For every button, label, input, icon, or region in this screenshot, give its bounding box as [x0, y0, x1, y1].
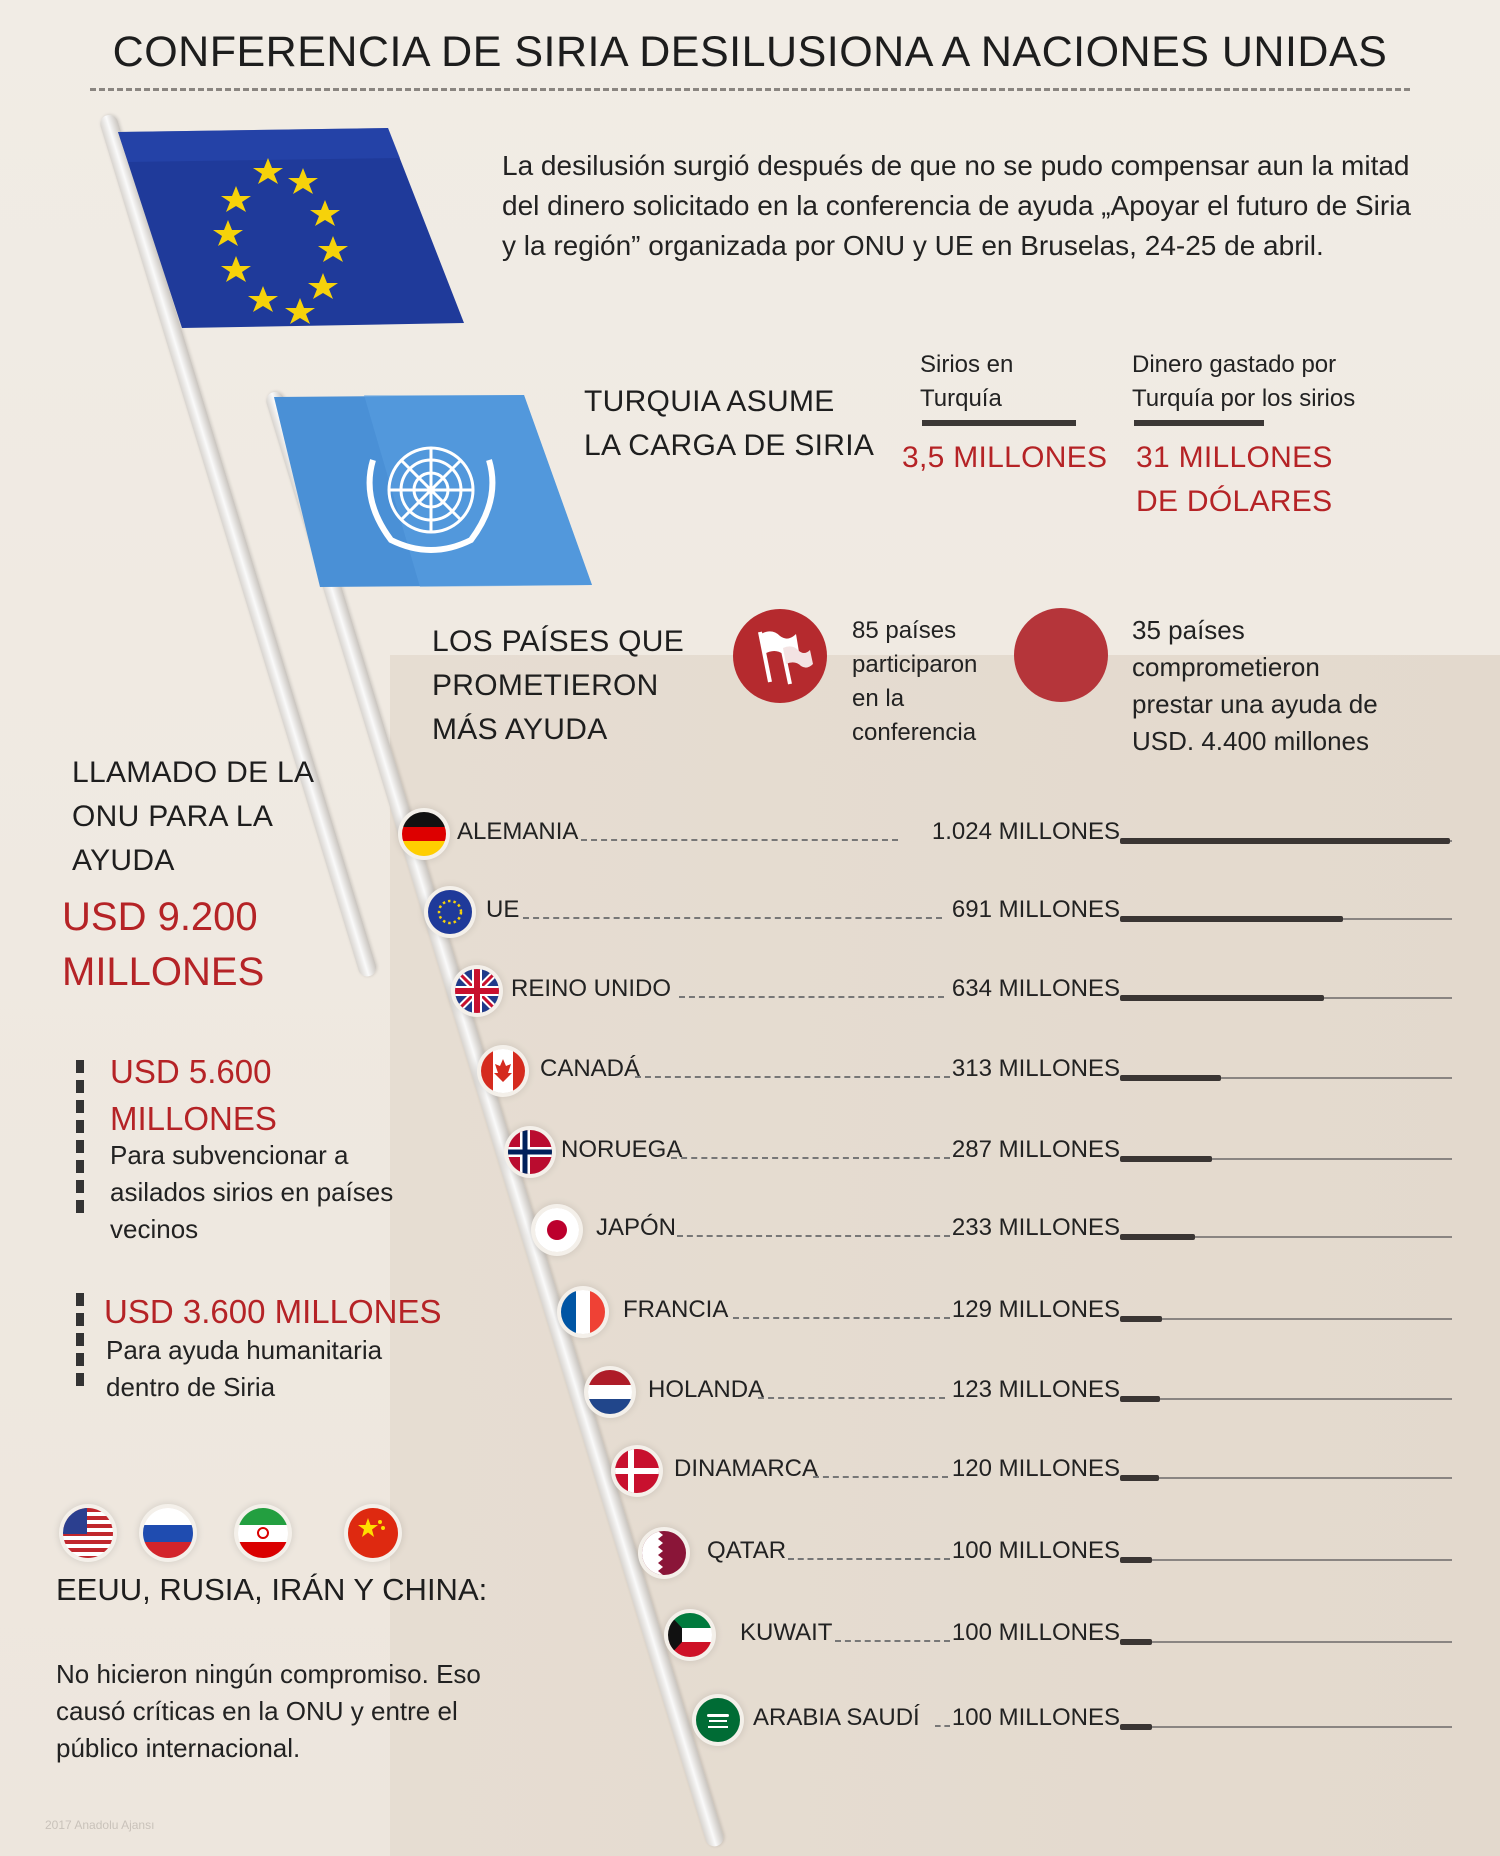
turkey-heading: TURQUIA ASUME LA CARGA DE SIRIA — [584, 385, 875, 462]
bar-category-label: NORUEGA — [561, 1136, 683, 1163]
bar-fill — [1120, 1557, 1152, 1563]
un-call-heading: LLAMADO DE LA ONU PARA LA AYUDA — [72, 756, 315, 877]
bar-track — [1120, 1318, 1452, 1320]
bar-fill — [1120, 916, 1343, 922]
bar-category-label: DINAMARCA — [674, 1455, 819, 1482]
eu-flag-icon — [118, 128, 468, 333]
bar-category-label: REINO UNIDO — [511, 975, 672, 1002]
china-flag-icon — [348, 1508, 398, 1558]
bar-value-label: 129 MILLONES — [951, 1296, 1120, 1323]
pledgers-dot-icon — [1014, 608, 1108, 702]
netherlands-flag-icon — [588, 1370, 632, 1414]
bar-category-label: CANADÁ — [540, 1055, 641, 1082]
participant-flags-icon — [732, 608, 828, 704]
bar-category-label: FRANCIA — [623, 1296, 729, 1323]
bar-category-label: KUWAIT — [740, 1619, 833, 1646]
bar-fill — [1120, 1075, 1221, 1081]
bar-value-label: 1.024 MILLONES — [931, 818, 1120, 845]
bar-track — [1120, 1559, 1452, 1561]
bar-leader-line — [677, 1235, 951, 1237]
russia-flag-icon — [143, 1508, 193, 1558]
bar-fill — [1120, 1316, 1162, 1322]
part2-marker — [76, 1293, 84, 1393]
bar-fill — [1120, 838, 1450, 844]
bar-fill — [1120, 995, 1324, 1001]
title-divider — [90, 88, 1410, 91]
page-title: CONFERENCIA DE SIRIA DESILUSIONA A NACIONES UNIDAS — [112, 28, 1388, 76]
qatar-flag-icon — [642, 1531, 686, 1575]
bar-fill — [1120, 1156, 1212, 1162]
bar-leader-line — [813, 1476, 949, 1478]
money-stat-rule — [1134, 420, 1264, 426]
pledgers-text: 35 países comprometieron prestar una ayuda de USD. 4.400 millones — [1132, 615, 1378, 756]
part2-amount: USD 3.600 MILLONES — [104, 1293, 442, 1330]
canada-flag-icon — [481, 1049, 525, 1093]
syrians-stat-rule — [922, 420, 1076, 426]
uk-flag-icon — [455, 969, 499, 1013]
bar-fill — [1120, 1724, 1152, 1730]
pledges-heading: LOS PAÍSES QUE PROMETIERON MÁS AYUDA — [432, 625, 685, 746]
non-pledgers-text: No hicieron ningún compromiso. Eso causó críticas en la ONU y entre el público internacional. — [56, 1659, 481, 1763]
germany-flag-icon — [402, 812, 446, 856]
part1-description: Para subvencionar a asilados sirios en países vecinos — [110, 1140, 394, 1244]
usa-flag-icon — [63, 1508, 113, 1558]
bar-value-label: 313 MILLONES — [951, 1055, 1120, 1082]
bar-value-label: 100 MILLONES — [951, 1537, 1120, 1564]
credit: 2017 Anadolu Ajansı — [45, 1818, 155, 1832]
bar-fill — [1120, 1396, 1160, 1402]
bar-value-label: 287 MILLONES — [951, 1136, 1120, 1163]
un-flag-icon — [274, 395, 594, 590]
bar-leader-line — [635, 1076, 950, 1078]
un-call-total: USD 9.200 MILLONES — [62, 895, 265, 994]
bar-value-label: 120 MILLONES — [951, 1455, 1120, 1482]
bar-fill — [1120, 1234, 1195, 1240]
bar-leader-line — [679, 996, 945, 998]
non-pledgers-heading: EEUU, RUSIA, IRÁN Y CHINA: — [56, 1572, 488, 1607]
bar-track — [1120, 1477, 1452, 1479]
bar-leader-line — [758, 1397, 946, 1399]
participants-text: 85 países participaron en la conferencia — [852, 617, 978, 746]
money-spent-value: 31 MILLONES DE DÓLARES — [1136, 441, 1333, 518]
part1-marker — [76, 1060, 84, 1220]
bar-leader-line — [788, 1558, 951, 1560]
money-spent-label: Dinero gastado por Turquía por los sirios — [1132, 351, 1356, 412]
bar-value-label: 691 MILLONES — [951, 896, 1120, 923]
bar-fill — [1120, 1475, 1159, 1481]
syrians-in-turkey-value: 3,5 MILLONES — [902, 441, 1108, 474]
bar-value-label: 100 MILLONES — [951, 1704, 1120, 1731]
bar-leader-line — [935, 1725, 950, 1727]
bar-value-label: 123 MILLONES — [951, 1376, 1120, 1403]
saudi-arabia-flag-icon — [696, 1698, 740, 1742]
kuwait-flag-icon — [668, 1613, 712, 1657]
bar-category-label: UE — [486, 896, 520, 923]
bar-value-label: 233 MILLONES — [951, 1214, 1120, 1241]
france-flag-icon — [561, 1290, 605, 1334]
bar-category-label: QATAR — [707, 1537, 787, 1564]
bar-category-label: HOLANDA — [648, 1376, 765, 1403]
bar-leader-line — [523, 917, 942, 919]
bar-category-label: ARABIA SAUDÍ — [753, 1704, 920, 1731]
bar-leader-line — [733, 1317, 951, 1319]
part1-amount: USD 5.600 MILLONES — [110, 1053, 277, 1137]
bar-track — [1120, 1398, 1452, 1400]
bar-value-label: 100 MILLONES — [951, 1619, 1120, 1646]
iran-flag-icon — [238, 1508, 288, 1558]
bar-leader-line — [835, 1640, 950, 1642]
bar-track — [1120, 1726, 1452, 1728]
bar-leader-line — [581, 839, 898, 841]
part2-description: Para ayuda humanitaria dentro de Siria — [106, 1335, 383, 1402]
bar-value-label: 634 MILLONES — [951, 975, 1120, 1002]
syrians-in-turkey-label: Sirios en Turquía — [920, 351, 1014, 412]
intro-paragraph: La desilusión surgió después de que no se pudo compensar aun la mitad del dinero solicitado en la conferencia de ayuda „Apoyar el futuro de Siria y la región” organizada por ONU y UE en Bruselas, 24-25 de abril. — [502, 150, 1412, 261]
bar-fill — [1120, 1639, 1152, 1645]
denmark-flag-icon — [615, 1449, 659, 1493]
bar-leader-line — [671, 1157, 951, 1159]
japan-flag-icon — [535, 1208, 579, 1252]
norway-flag-icon — [508, 1130, 552, 1174]
bar-category-label: JAPÓN — [596, 1214, 677, 1241]
bar-category-label: ALEMANIA — [457, 818, 579, 845]
eu-flag-icon — [428, 890, 472, 934]
bar-track — [1120, 1641, 1452, 1643]
